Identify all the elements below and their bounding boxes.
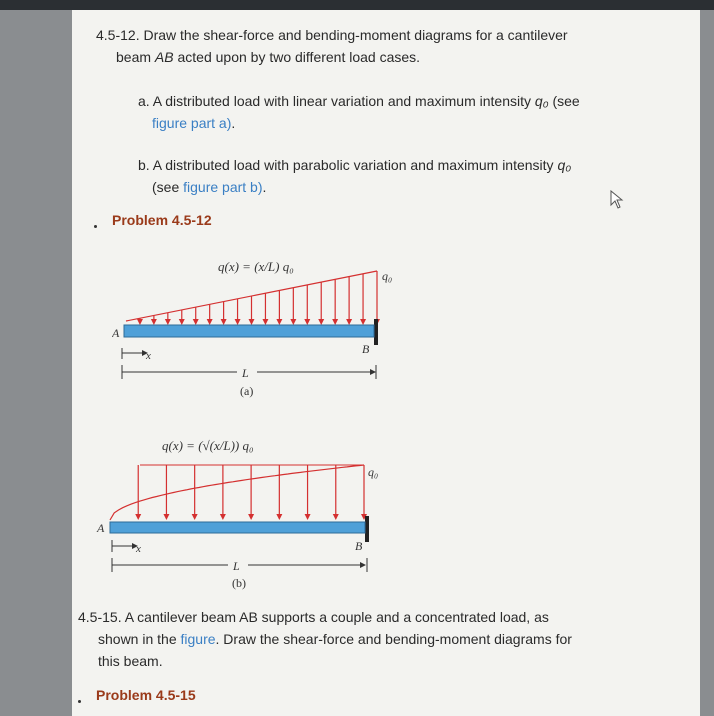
label-A-a: A bbox=[112, 326, 120, 340]
load-arrow-head bbox=[360, 319, 366, 325]
part-b-q0: q₀ bbox=[557, 157, 572, 173]
part-b-pre: (see bbox=[152, 179, 184, 195]
load-arrow-head bbox=[135, 514, 141, 520]
figure-part-a-link[interactable]: figure part a) bbox=[152, 115, 232, 131]
load-arrow-head bbox=[163, 514, 169, 520]
mouse-cursor-icon bbox=[610, 190, 626, 210]
bullet-icon bbox=[78, 700, 81, 703]
load-arrow-head bbox=[235, 319, 241, 325]
figure-b bbox=[92, 420, 412, 590]
beam-b bbox=[110, 522, 365, 533]
load-arrow-head bbox=[304, 319, 310, 325]
load-arrow-head bbox=[305, 514, 311, 520]
L-label-a: L bbox=[242, 366, 249, 380]
load-arrow-head bbox=[220, 514, 226, 520]
top-bar bbox=[0, 0, 714, 10]
caption-a: (a) bbox=[240, 384, 254, 398]
problem-15-label[interactable]: Problem 4.5-15 bbox=[96, 687, 196, 703]
load-arrow-head bbox=[221, 319, 227, 325]
caption-b: (b) bbox=[232, 576, 246, 590]
load-arrows-a bbox=[137, 271, 380, 325]
load-arrow-head bbox=[137, 319, 143, 325]
x-label-b: x bbox=[136, 543, 141, 555]
intro-line1: Draw the shear-force and bending-moment diagrams for a cantilever bbox=[143, 27, 568, 43]
part-a-text-2 bbox=[152, 112, 235, 134]
p15-line2-post: . Draw the shear-force and bending-moment diagrams for bbox=[215, 631, 572, 647]
problem-15-line3: this beam. bbox=[98, 653, 163, 669]
load-arrow-head bbox=[276, 319, 282, 325]
problem-number: 4.5-12. bbox=[96, 27, 140, 43]
p15-line2-pre: shown in the bbox=[98, 631, 181, 647]
part-b-text bbox=[138, 154, 688, 176]
label-A-b: A bbox=[97, 521, 105, 535]
problem-12-intro bbox=[96, 24, 686, 46]
load-arrow-head bbox=[346, 319, 352, 325]
load-arrow-head bbox=[192, 514, 198, 520]
load-arrows-b bbox=[135, 465, 367, 520]
figure-a-formula: q(x) = (x/L) q₀ bbox=[218, 259, 294, 274]
problem-15-line2 bbox=[98, 628, 694, 650]
figure-b-formula: q(x) = (√(x/L)) q₀ bbox=[162, 438, 254, 453]
part-a-q0: q₀ bbox=[534, 93, 549, 109]
problem-12-label[interactable]: Problem 4.5-12 bbox=[112, 212, 212, 228]
part-a-text bbox=[138, 90, 688, 112]
load-curve-b bbox=[110, 465, 364, 520]
beam-name: AB bbox=[154, 49, 174, 65]
wall-b bbox=[365, 516, 369, 542]
figure-part-b-link[interactable]: figure part b) bbox=[183, 179, 263, 195]
part-a-end: . bbox=[231, 115, 236, 131]
load-arrow-head bbox=[207, 319, 213, 325]
load-arrow-head bbox=[333, 514, 339, 520]
part-a-line1: a. A distributed load with linear variation and maximum intensity bbox=[138, 93, 531, 109]
label-B-a: B bbox=[362, 342, 370, 356]
load-arrow-head bbox=[179, 319, 185, 325]
q0-label-a: q₀ bbox=[382, 269, 393, 283]
load-arrow-head bbox=[193, 319, 199, 325]
wall-a bbox=[374, 319, 378, 345]
load-arrow-head bbox=[151, 319, 157, 325]
part-b-end: . bbox=[262, 179, 267, 195]
load-arrow-head bbox=[249, 319, 255, 325]
figure-a bbox=[112, 235, 412, 400]
part-b-text-2 bbox=[152, 176, 266, 198]
intro-line2-pre: beam bbox=[116, 49, 155, 65]
load-arrow-head bbox=[248, 514, 254, 520]
figure-link-15[interactable]: figure bbox=[180, 631, 216, 647]
x-label-a: x bbox=[146, 350, 151, 362]
problem-12-intro-2 bbox=[116, 46, 686, 68]
intro-line2-post: acted upon by two different load cases. bbox=[173, 49, 421, 65]
q0-label-b: q₀ bbox=[368, 465, 379, 479]
load-arrow-head bbox=[262, 319, 268, 325]
part-b-line1: b. A distributed load with parabolic variation and maximum intensity bbox=[138, 157, 554, 173]
textbook-page bbox=[72, 10, 700, 716]
beam-a bbox=[124, 325, 374, 337]
load-arrow-head bbox=[276, 514, 282, 520]
L-label-b: L bbox=[233, 559, 240, 573]
load-arrow-head bbox=[290, 319, 296, 325]
label-B-b: B bbox=[355, 539, 363, 553]
load-arrow-head bbox=[165, 319, 171, 325]
part-a-see: (see bbox=[552, 93, 580, 109]
load-arrow-head bbox=[332, 319, 338, 325]
load-arrow-head bbox=[318, 319, 324, 325]
bullet-icon bbox=[94, 225, 97, 228]
problem-15-line1: 4.5-15. A cantilever beam AB supports a couple and a concentrated load, as bbox=[78, 609, 549, 625]
